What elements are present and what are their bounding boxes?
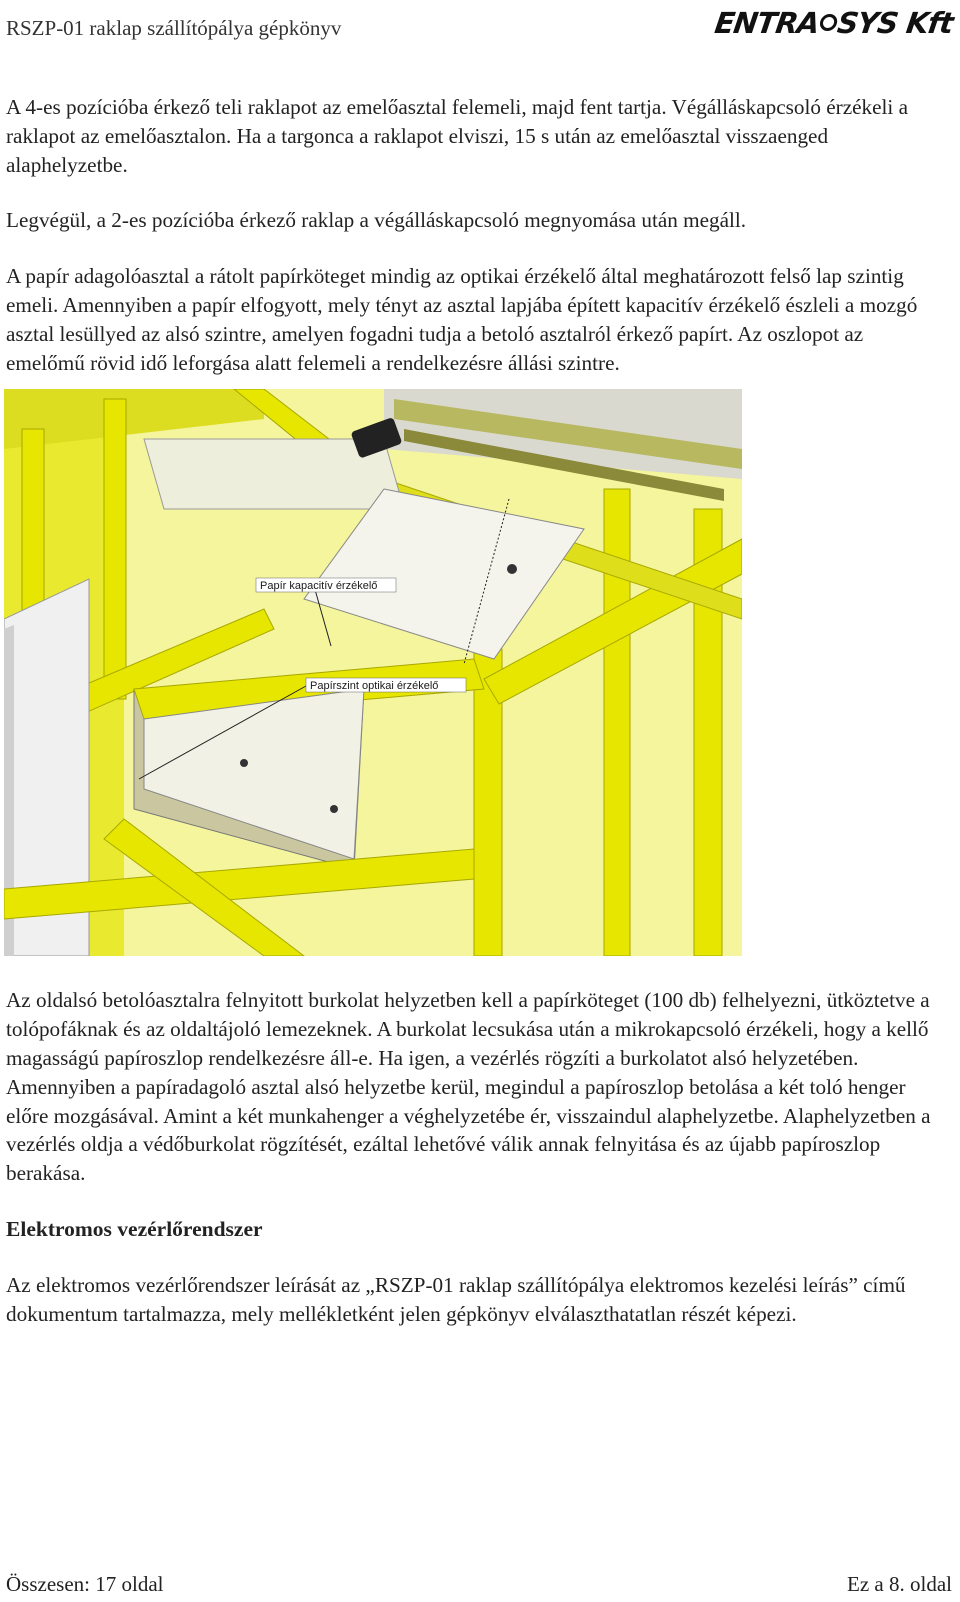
page-content <box>6 93 936 1355</box>
label-optical-sensor: Papírszint optikai érzékelő <box>310 680 439 693</box>
paragraph-position-2: Legvégül, a 2-es pozícióba érkező raklap a végálláskapcsoló megnyomása után megáll. <box>6 208 747 233</box>
total-pages: Összesen: 17 oldal <box>6 1572 164 1596</box>
label-capacitive-sensor: Papír kapacitív érzékelő <box>260 580 378 593</box>
paragraph-paper-feeder: A papír adagolóasztal a rátolt papírköteget mindig az optikai érzékelő által meghatározott felső lap szintig emeli. Amennyiben a papír elfogyott, mely tényt az asztal lapjába épített kapacitív érzékelő észleli a mozgó asztal lesüllyed az alsó szintre, amelyen fogadni tudja a betoló asztalról érkező papírt. Az oszlopot az emelőmű rövid idő leforgása alatt felemeli a rendelkezésre állási szintre. <box>6 264 918 375</box>
paragraph-pallet-lift: A 4-es pozícióba érkező teli raklapot az emelőasztal felemeli, majd fent tartja. Végálláskapcsoló érzékeli a raklapot az emelőasztalon. Ha a targonca a raklapot elviszi, 15 s után az emelőasztal visszaenged alaphelyzetbe. <box>6 95 909 177</box>
section-heading-electrical: Elektromos vezérlőrendszer <box>6 1216 263 1241</box>
document-title: RSZP-01 raklap szállítópálya gépkönyv <box>6 16 342 40</box>
company-logo: ENTRA SYS Kft <box>712 6 955 40</box>
figure-drawing <box>4 389 742 956</box>
paragraph-side-infeed: Az oldalsó betolóasztalra felnyitott burkolat helyzetben kell a papírköteget (100 db) felhelyezni, ütköztetve a tolópofáknak és az oldaltájoló lemezeknek. A burkolat lecsukása után a mikrokapcsoló érzékeli, hogy a kellő magasságú papíroszlop rendelkezésre áll-e. Ha igen, a vezérlés rögzíti a burkolatot alsó helyzetében. Amennyiben a papíradagoló asztal alsó helyzetbe kerül, megindul a papíroszlop betolása a két toló henger előre mozgásával. Amint a két munkahenger a véghelyzetébe ér, visszaindul alaphelyzetbe. Alaphelyzetben a vezérlés oldja a védőburkolat rögzítését, ezáltal lehetővé válik annak felnyitása és az újabb papíroszlop berakása. <box>6 988 931 1186</box>
page-header <box>6 6 955 46</box>
current-page: Ez a 8. oldal <box>847 1572 952 1596</box>
paper-feeder-3d-figure <box>4 389 742 956</box>
paragraph-electrical: Az elektromos vezérlőrendszer leírását az „RSZP-01 raklap szállítópálya elektromos kezelési leírás” című dokumentum tartalmazza, mely mellékletként jelen gépkönyv elválaszthatatlan részét képezi. <box>6 1272 906 1326</box>
